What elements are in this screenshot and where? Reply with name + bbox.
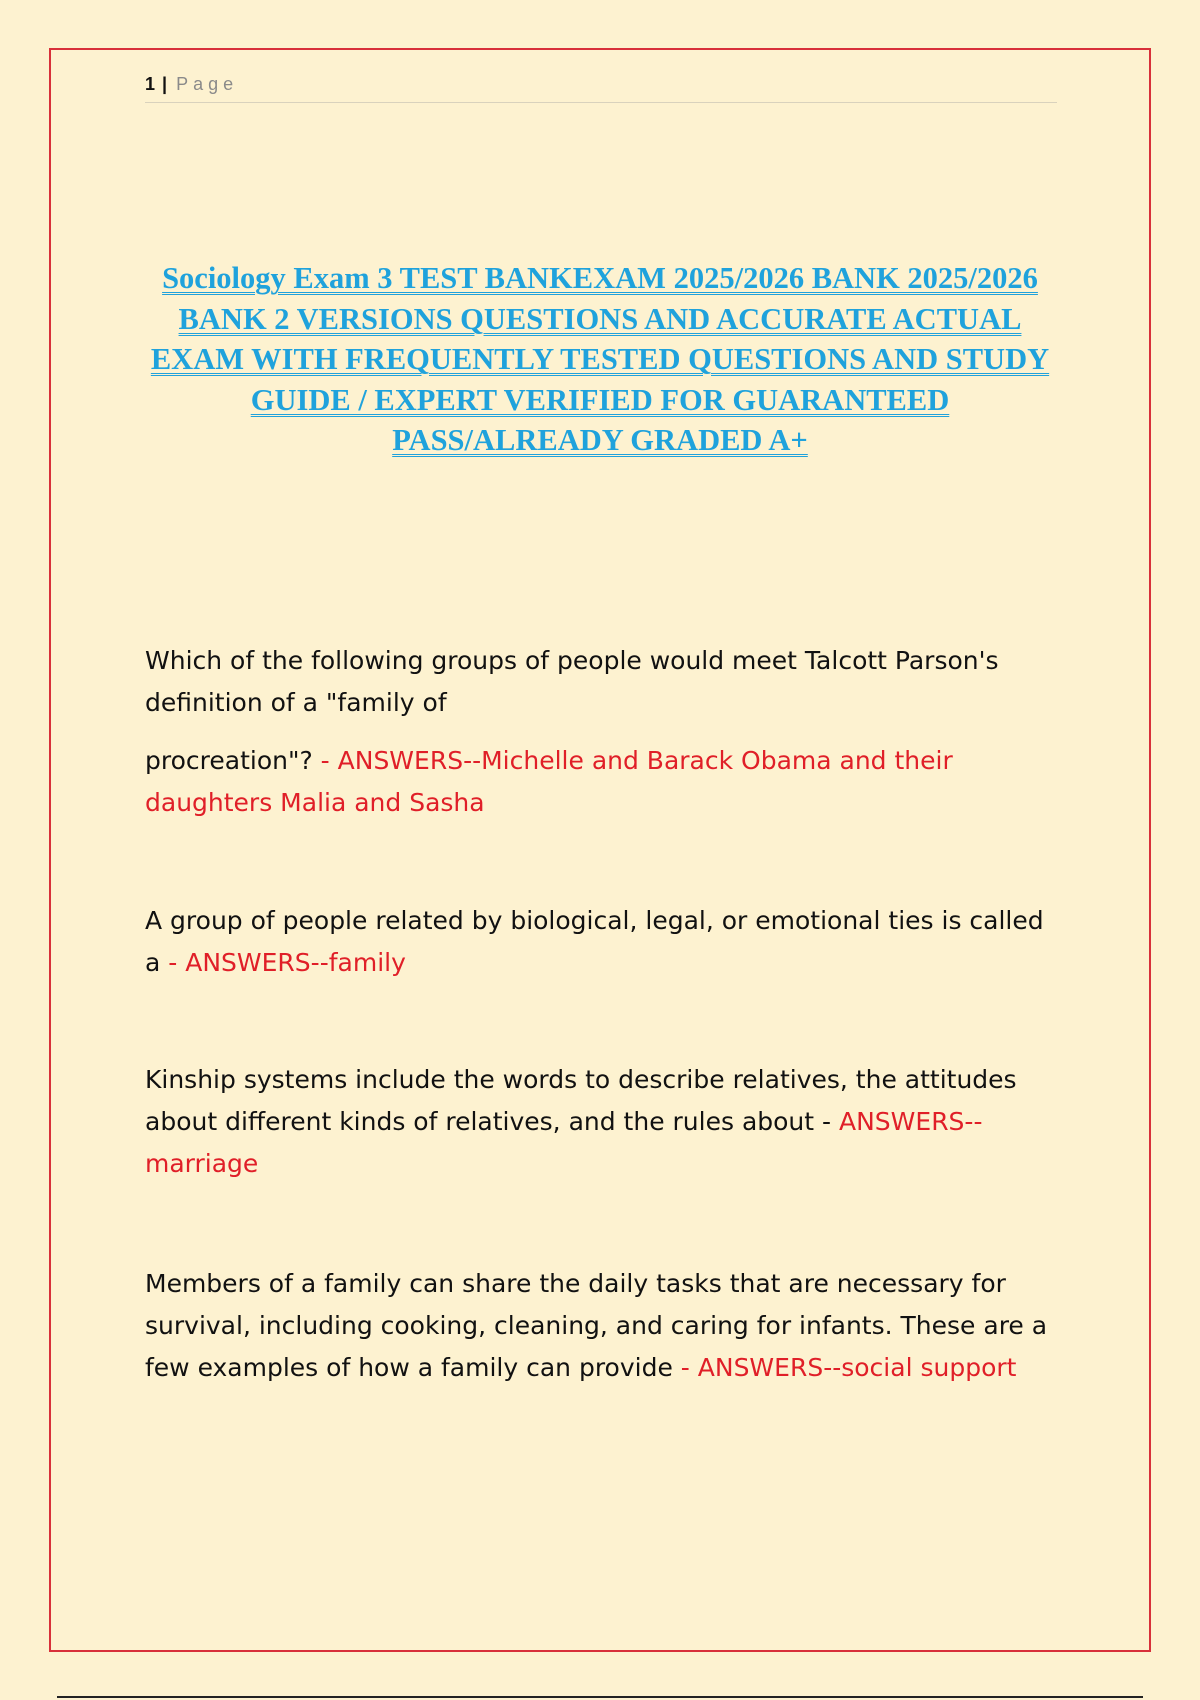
document-title: Sociology Exam 3 TEST BANKEXAM 2025/2026 BANK 2025/2026 BANK 2 VERSIONS QUESTIONS AND ACCURATE ACTUAL EXAM WITH FREQUENTLY TESTED QUESTIONS AND STUDY GUIDE / EXPERT VERIFIED FOR GUARANTEED PASS/ALREADY GRADED A+: [150, 261, 1050, 457]
question-answer-line: [145, 740, 1065, 824]
question-text: Which of the following groups of people would meet Talcott Parson's definition of a "family of: [145, 646, 999, 717]
question-answer-line: [145, 1263, 1065, 1389]
bottom-divider: [57, 1696, 1143, 1698]
answer-text: ANSWERS--marriage: [145, 1107, 983, 1178]
page-number: 1: [145, 74, 156, 94]
question-block: [145, 900, 1065, 984]
header-separator: |: [162, 74, 168, 94]
page-label: Page: [176, 74, 239, 94]
answer-text: - ANSWERS--family: [168, 948, 406, 977]
question-answer-line: [145, 900, 1065, 984]
question-text: A group of people related by biological, legal, or emotional ties is called a: [145, 906, 1044, 977]
question-block: [145, 1059, 1065, 1185]
question-text: Kinship systems include the words to describe relatives, the attitudes about different kinds of relatives, and the rules about -: [145, 1065, 1017, 1136]
question-block: [145, 1263, 1065, 1389]
question-block: [145, 640, 1065, 824]
question-text: procreation"?: [145, 746, 321, 775]
page-header: [145, 72, 1057, 103]
answer-text: - ANSWERS--social support: [680, 1353, 1017, 1382]
question-text: Members of a family can share the daily tasks that are necessary for survival, including cooking, cleaning, and caring for infants. These are a few examples of how a family can provide: [145, 1269, 1048, 1382]
answer-text: - ANSWERS--Michelle and Barack Obama and their daughters Malia and Sasha: [145, 746, 953, 817]
question-answer-line: [145, 1059, 1065, 1185]
